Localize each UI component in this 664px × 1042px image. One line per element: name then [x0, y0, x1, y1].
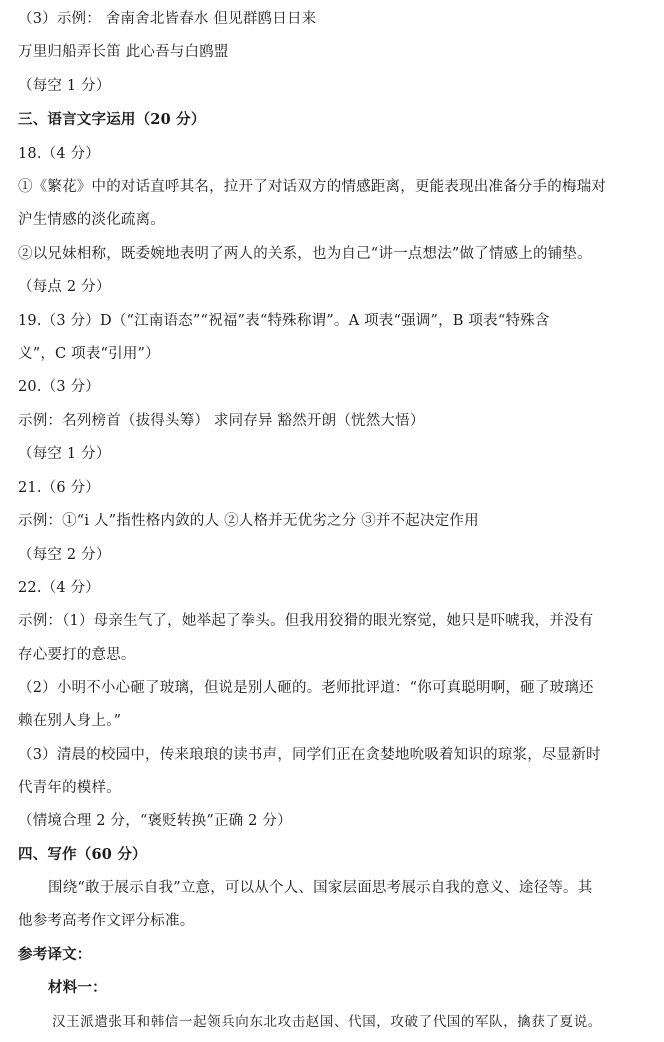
material-label: 材料一：: [48, 979, 107, 996]
text-line: 万里归船弄长笛 此心吾与白鸥盟: [18, 44, 229, 60]
question-number: 18.（4 分）: [18, 146, 100, 162]
text-line: 沪生情感的淡化疏离。: [18, 212, 165, 228]
question-number: 20.（3 分）: [18, 379, 100, 395]
question-number: 21.（6 分）: [18, 480, 100, 496]
text-line: 赖在别人身上。”: [18, 713, 122, 729]
text-line: 示例：名列榜首（拔得头筹） 求同存异 豁然开朗（恍然大悟）: [18, 413, 425, 429]
text-line: 义”，C 项表“引用”）: [18, 346, 160, 362]
text-line: （每点 2 分）: [18, 279, 111, 295]
text-line: （每空 1 分）: [18, 78, 111, 94]
text-line: 代青年的模样。: [18, 780, 121, 796]
section-heading: 三、语言文字运用（20 分）: [18, 111, 206, 128]
section-heading: 四、写作（60 分）: [18, 846, 147, 863]
text-line: （每空 2 分）: [18, 547, 111, 563]
text-line: ①《繁花》中的对话直呼其名，拉开了对话双方的情感距离，更能表现出准备分手的梅瑞对: [18, 179, 606, 195]
question-number: 22.（4 分）: [18, 580, 100, 596]
text-line: 存心要打的意思。: [18, 647, 136, 663]
text-line: （每空 1 分）: [18, 446, 111, 462]
reference-heading: 参考译文：: [18, 946, 92, 963]
question-number: 19.（3 分）D（“江南语态”“祝福”表“特殊称谓”。A 项表“强调”，B 项表“特殊含: [18, 313, 550, 329]
text-line: 汉王派遣张耳和韩信一起领兵向东北攻击赵国、代国，攻破了代国的军队，擒获了夏说。: [52, 1014, 602, 1030]
text-line: 他参考高考作文评分标准。: [18, 913, 195, 929]
text-line: 示例：①“i 人”指性格内敛的人 ②人格并无优劣之分 ③并不起决定作用: [18, 513, 479, 529]
text-line: 示例：（1）母亲生气了，她举起了拳头。但我用狡猾的眼光察觉，她只是吓唬我，并没有: [18, 613, 594, 629]
text-line: 围绕“敢于展示自我”立意，可以从个人、国家层面思考展示自我的意义、途径等。其: [48, 880, 593, 896]
text-line: （2）小明不小心砸了玻璃，但说是别人砸的。老师批评道：“你可真聪明啊，砸了玻璃还: [18, 680, 594, 696]
text-line: （3）清晨的校园中，传来琅琅的读书声，同学们正在贪婪地吮吸着知识的琼浆，尽显新时: [18, 747, 601, 763]
text-line: （3）示例： 舍南舍北皆春水 但见群鸥日日来: [18, 11, 317, 27]
text-line: ②以兄妹相称，既委婉地表明了两人的关系，也为自己“讲一点想法”做了情感上的铺垫。: [18, 246, 592, 262]
text-line: （情境合理 2 分，“褒贬转换”正确 2 分）: [18, 813, 292, 829]
